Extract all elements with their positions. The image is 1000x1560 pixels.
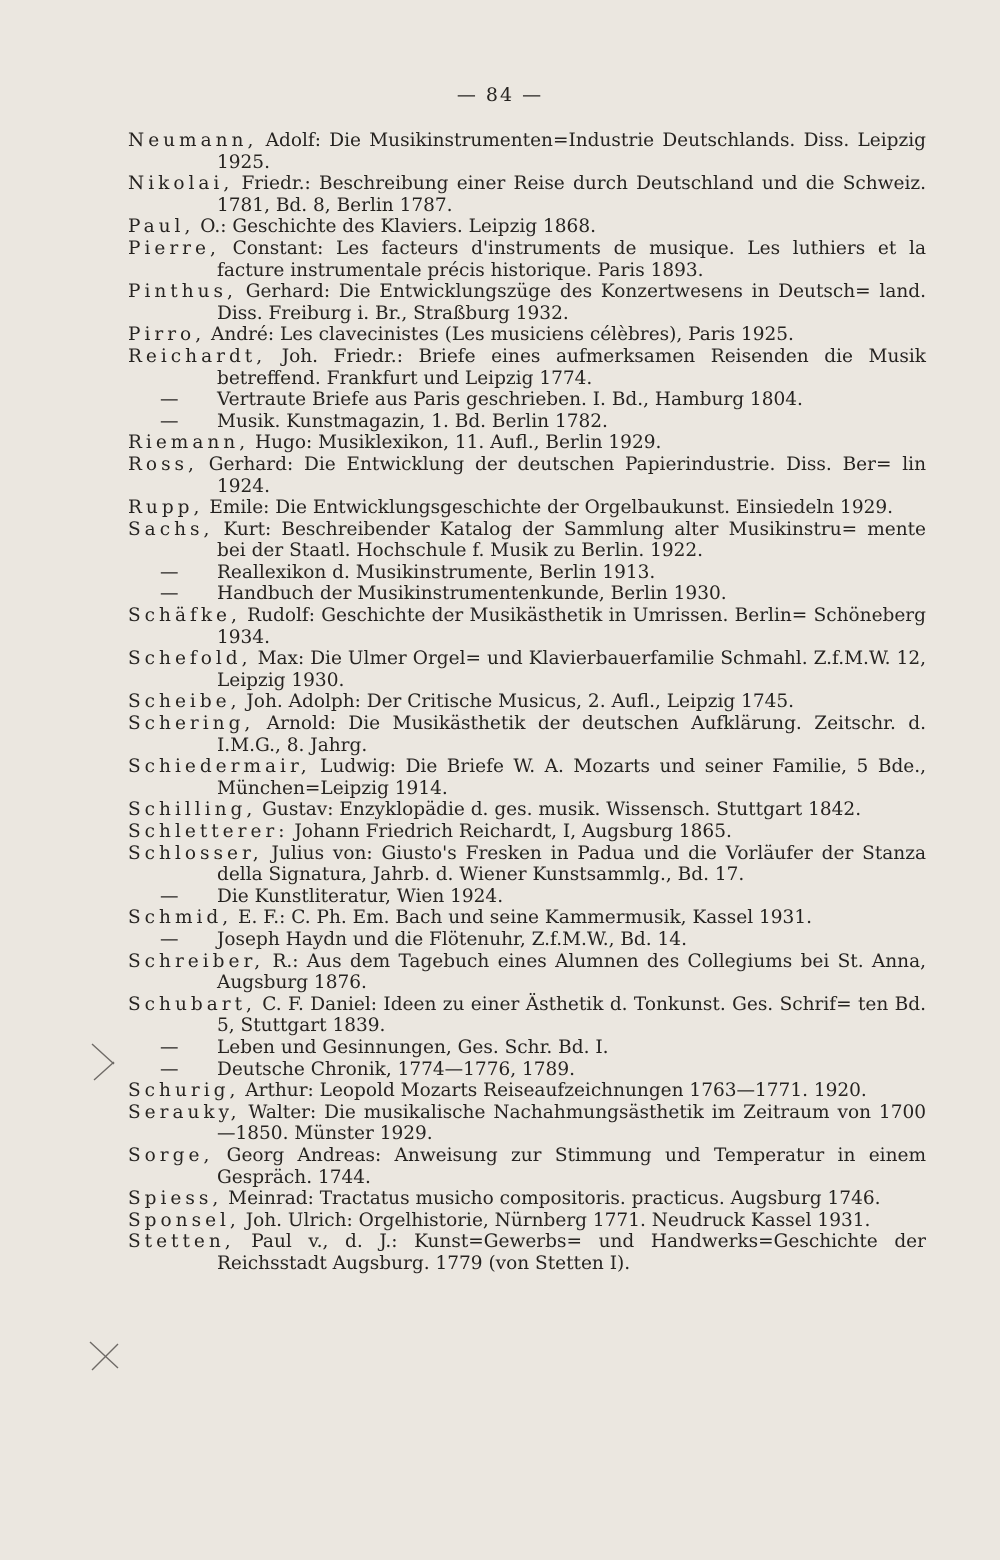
entry-author: Schefold, [128,648,252,670]
ditto-dash: — [160,410,179,432]
entry-text: Ludwig: Die Briefe W. A. Mozarts und seiner Familie, 5 Bde., München=Leipzig 1914. [217,756,926,799]
entry-text: Friedr.: Beschreibung einer Reise durch Deutschland und die Schweiz. 1781, Bd. 8, Berlin 1787. [217,173,926,216]
entry-author: Schilling, [128,799,257,821]
entry-author: Schurig, [128,1080,240,1102]
entry-nikolai [128,173,926,216]
entry-schurig [128,1080,926,1102]
entry-continuation [128,929,926,951]
entry-text: Reallexikon d. Musikinstrumente, Berlin 1913. [217,561,656,583]
entry-continuation [128,583,926,605]
ditto-dash: — [160,928,179,950]
entry-text: R.: Aus dem Tagebuch eines Alumnen des Collegiums bei St. Anna, Augsburg 1876. [217,950,926,994]
entry-schubart [128,994,926,1037]
entry-text: Kurt: Beschreibender Katalog der Sammlung alter Musikinstru= mente bei der Staatl. Hochschule f. Musik zu Berlin. 1922. [217,518,926,562]
entry-scheibe [128,691,926,713]
entry-spiess [128,1188,926,1210]
entry-sachs [128,519,926,562]
entry-author: Pinthus, [128,281,237,303]
entry-serauky [128,1102,926,1145]
entry-schaefke [128,605,926,648]
entry-schreiber [128,951,926,994]
entry-author: Neumann, [128,130,258,151]
entry-author: Schreiber, [128,950,265,972]
entry-schilling [128,799,926,821]
entry-author: Schäfke, [128,605,241,627]
entry-continuation [128,389,926,411]
entry-text: Leben und Gesinnungen, Ges. Schr. Bd. I. [217,1036,609,1058]
entry-author: Sachs, [128,518,214,540]
ditto-dash: — [160,389,179,411]
entry-text: Johann Friedrich Reichardt, I, Augsburg 1865. [294,821,732,842]
entry-text: Emile: Die Entwicklungsgeschichte der Orgelbaukunst. Einsiedeln 1929. [209,497,894,519]
entry-text: E. F.: C. Ph. Em. Bach und seine Kammermusik, Kassel 1931. [238,907,812,929]
entry-author: Spiess, [128,1188,223,1210]
entry-schletterer [128,821,926,843]
ditto-dash: — [160,561,179,583]
entry-text: Walter: Die musikalische Nachahmungsästhetik im Zeitraum von 1700—1850. Münster 1929. [217,1101,927,1145]
entry-schering [128,713,926,756]
entry-continuation [128,562,926,584]
entry-riemann [128,432,926,454]
entry-paul [128,216,926,238]
entry-text: Arnold: Die Musikästhetik der deutschen Aufklärung. Zeitschr. d. I.M.G., 8. Jahrg. [217,713,926,756]
entry-text: Joh. Friedr.: Briefe eines aufmerksamen Reisenden die Musik betreffend. Frankfurt und Leipzig 1774. [217,345,926,389]
entry-author: Schubart, [128,993,256,1015]
entry-author: Nikolai, [128,173,234,195]
entry-schlosser [128,843,926,886]
entry-text: Deutsche Chronik, 1774—1776, 1789. [217,1058,575,1080]
entry-author: Rupp, [128,497,204,519]
entry-author: Sponsel, [128,1209,240,1231]
entry-reichardt [128,346,926,389]
entry-text: Meinrad: Tractatus musicho compositoris. practicus. Augsburg 1746. [228,1188,881,1210]
ditto-dash: — [160,885,179,907]
entry-author: Schletterer: [128,821,289,842]
entry-text: Gerhard: Die Entwicklung der deutschen Papierindustrie. Diss. Ber= lin 1924. [208,453,927,497]
entry-schefold [128,648,926,691]
entry-text: O.: Geschichte des Klaviers. Leipzig 1868. [200,216,596,238]
entry-pierre [128,238,926,281]
entry-text: Arthur: Leopold Mozarts Reiseaufzeichnungen 1763—1771. 1920. [245,1080,867,1102]
entry-text: André: Les clavecinistes (Les musiciens célèbres), Paris 1925. [210,324,794,346]
entry-author: Serauky, [128,1101,241,1123]
entry-author: Reichardt, [128,345,267,367]
page-number: — 84 — [456,84,544,106]
entry-author: Schmid, [128,907,233,929]
entry-continuation [128,886,926,908]
entry-text: Die Kunstliteratur, Wien 1924. [217,885,504,907]
entry-pinthus [128,281,926,324]
entry-author: Paul, [128,216,195,238]
entry-schmid [128,907,926,929]
entry-text: Joseph Haydn und die Flötenuhr, Z.f.M.W., Bd. 14. [217,928,687,950]
entry-schiedermair [128,756,926,799]
entry-author: Riemann, [128,432,250,454]
entry-author: Schering, [128,713,255,735]
entry-author: Sorge, [128,1144,214,1166]
entry-sorge [128,1145,926,1188]
pencil-mark-icon [88,1338,128,1378]
entry-author: Scheibe, [128,691,241,713]
entry-text: Adolf: Die Musikinstrumenten=Industrie Deutschlands. Diss. Leipzig 1925. [217,130,926,173]
entry-continuation [128,411,926,433]
ditto-dash: — [160,583,179,605]
entry-text: Vertraute Briefe aus Paris geschrieben. I. Bd., Hamburg 1804. [217,389,803,411]
entry-author: Schlosser, [128,842,263,864]
entry-neumann [128,130,926,173]
entry-text: Gerhard: Die Entwicklungszüge des Konzertwesens in Deutsch= land. Diss. Freiburg i. Br., Straßburg 1932. [217,281,927,324]
entry-text: Rudolf: Geschichte der Musikästhetik in Umrissen. Berlin= Schöneberg 1934. [217,605,926,648]
entry-text: Georg Andreas: Anweisung zur Stimmung und Temperatur in einem Gespräch. 1744. [217,1144,926,1188]
entry-continuation [128,1037,926,1059]
entry-rupp [128,497,926,519]
entry-text: Gustav: Enzyklopädie d. ges. musik. Wissensch. Stuttgart 1842. [262,799,862,821]
entry-text: Joh. Adolph: Der Critische Musicus, 2. Aufl., Leipzig 1745. [246,691,795,713]
entry-author: Pirro, [128,324,206,346]
entry-author: Ross, [128,453,198,475]
entry-text: C. F. Daniel: Ideen zu einer Ästhetik d. Tonkunst. Ges. Schrif= ten Bd. 5, Stuttgart 1839. [217,993,926,1037]
entry-ross [128,454,926,497]
entry-text: Max: Die Ulmer Orgel= und Klavierbauerfamilie Schmahl. Z.f.M.W. 12, Leipzig 1930. [217,648,927,691]
entry-author: Pierre, [128,237,220,259]
entry-pirro [128,324,926,346]
ditto-dash: — [160,1036,179,1058]
entry-sponsel [128,1210,926,1232]
entry-text: Musik. Kunstmagazin, 1. Bd. Berlin 1782. [217,410,608,432]
entry-author: Stetten, [128,1231,235,1253]
entry-author: Schiedermair, [128,756,311,778]
entry-text: Hugo: Musiklexikon, 11. Aufl., Berlin 1929. [254,432,662,454]
pencil-mark-icon [88,1042,128,1082]
bibliography-list [128,130,926,1274]
entry-stetten [128,1231,926,1274]
ditto-dash: — [160,1058,179,1080]
entry-text: Handbuch der Musikinstrumentenkunde, Berlin 1930. [217,583,727,605]
entry-text: Constant: Les facteurs d'instruments de musique. Les luthiers et la facture instrumentale précis historique. Paris 1893. [217,237,926,281]
entry-continuation [128,1059,926,1081]
entry-text: Paul v., d. J.: Kunst=Gewerbs= und Handwerks=Geschichte der Reichsstadt Augsburg. 1779 (von Stetten I). [217,1231,926,1274]
entry-text: Julius von: Giusto's Fresken in Padua und die Vorläufer der Stanza della Signatura, Jahrb. d. Wiener Kunstsammlg., Bd. 17. [217,842,926,886]
entry-text: Joh. Ulrich: Orgelhistorie, Nürnberg 1771. Neudruck Kassel 1931. [245,1209,871,1231]
